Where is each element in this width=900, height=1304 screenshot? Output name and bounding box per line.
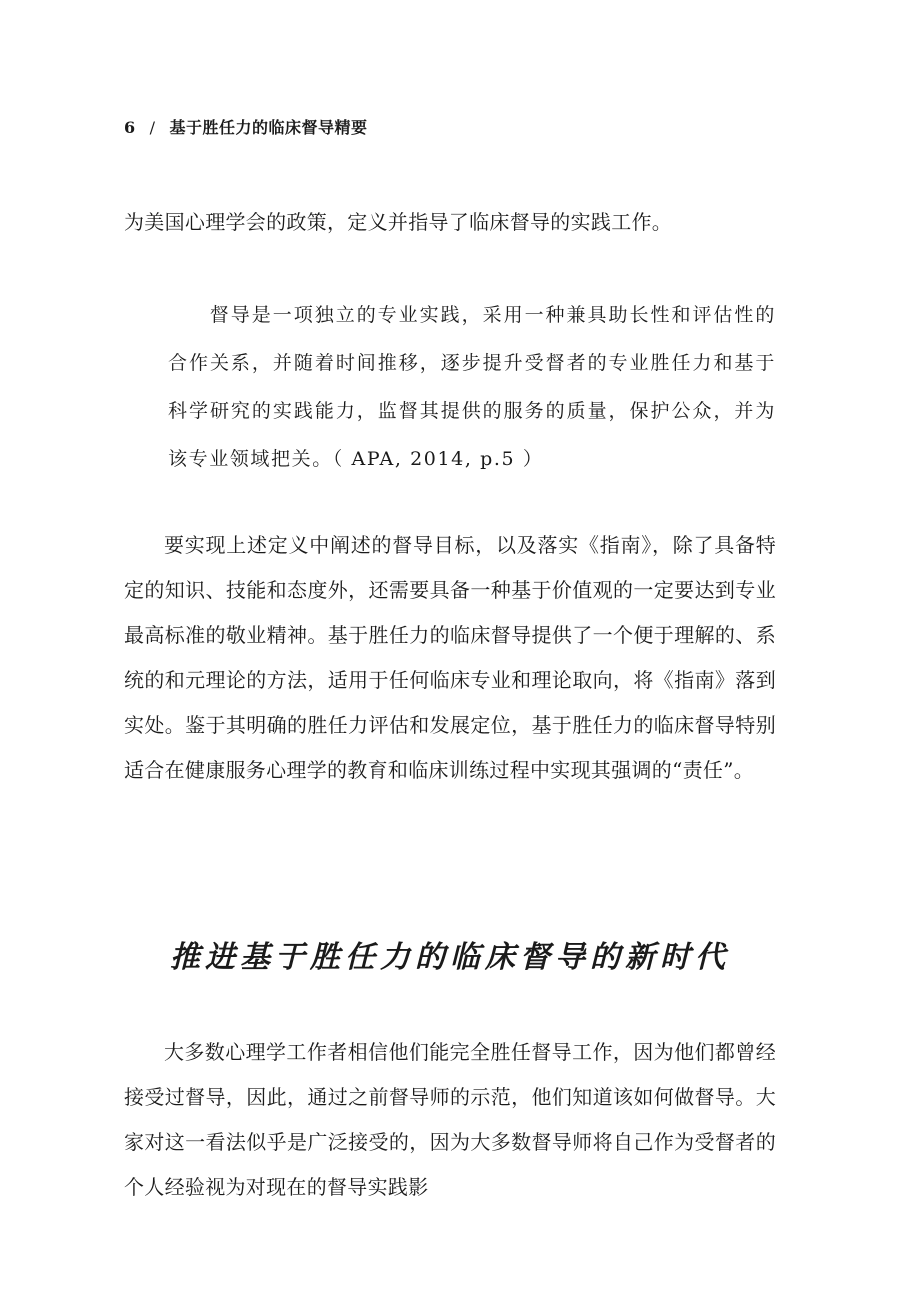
page-number: 6 — [124, 118, 136, 137]
book-title: 基于胜任力的临床督导精要 — [169, 118, 368, 137]
section-heading: 推进基于胜任力的临床督导的新时代 — [170, 940, 730, 975]
paragraph-supervision-goals: 要实现上述定义中阐述的督导目标，以及落实《指南》，除了具备特定的知识、技能和态度外，还需要具备一种基于价值观的一定要达到专业最高标准的敬业精神。基于胜任力的临床督导提供了一个便于理解的、系统的和元理论的方法，适用于任何临床专业和理论取向，将《指南》落到实处。鉴于其明确的胜任力评估和发展定位，基于胜任力的临床督导特别适合在健康服务心理学的教育和临床训练过程中实现其强调的“责任”。 — [124, 533, 776, 782]
paragraph-psychologists-belief: 大多数心理学工作者相信他们能完全胜任督导工作，因为他们都曾经接受过督导，因此，通过之前督导师的示范，他们知道该如何做督导。大家对这一看法似乎是广泛接受的，因为大多数督导师将自己作为受督者的个人经验视为对现在的督导实践影 — [124, 1040, 776, 1199]
paragraph-continuation: 为美国心理学会的政策，定义并指导了临床督导的实践工作。 — [124, 210, 673, 234]
running-head-separator: / — [149, 118, 156, 137]
running-head — [124, 115, 368, 138]
block-quote-apa-definition: 督导是一项独立的专业实践，采用一种兼具助长性和评估性的合作关系，并随着时间推移，逐步提升受督者的专业胜任力和基于科学研究的实践能力，监督其提供的服务的质量，保护公众，并为该专业领域把关。（ APA, 2014, p.5 ） — [168, 304, 776, 470]
